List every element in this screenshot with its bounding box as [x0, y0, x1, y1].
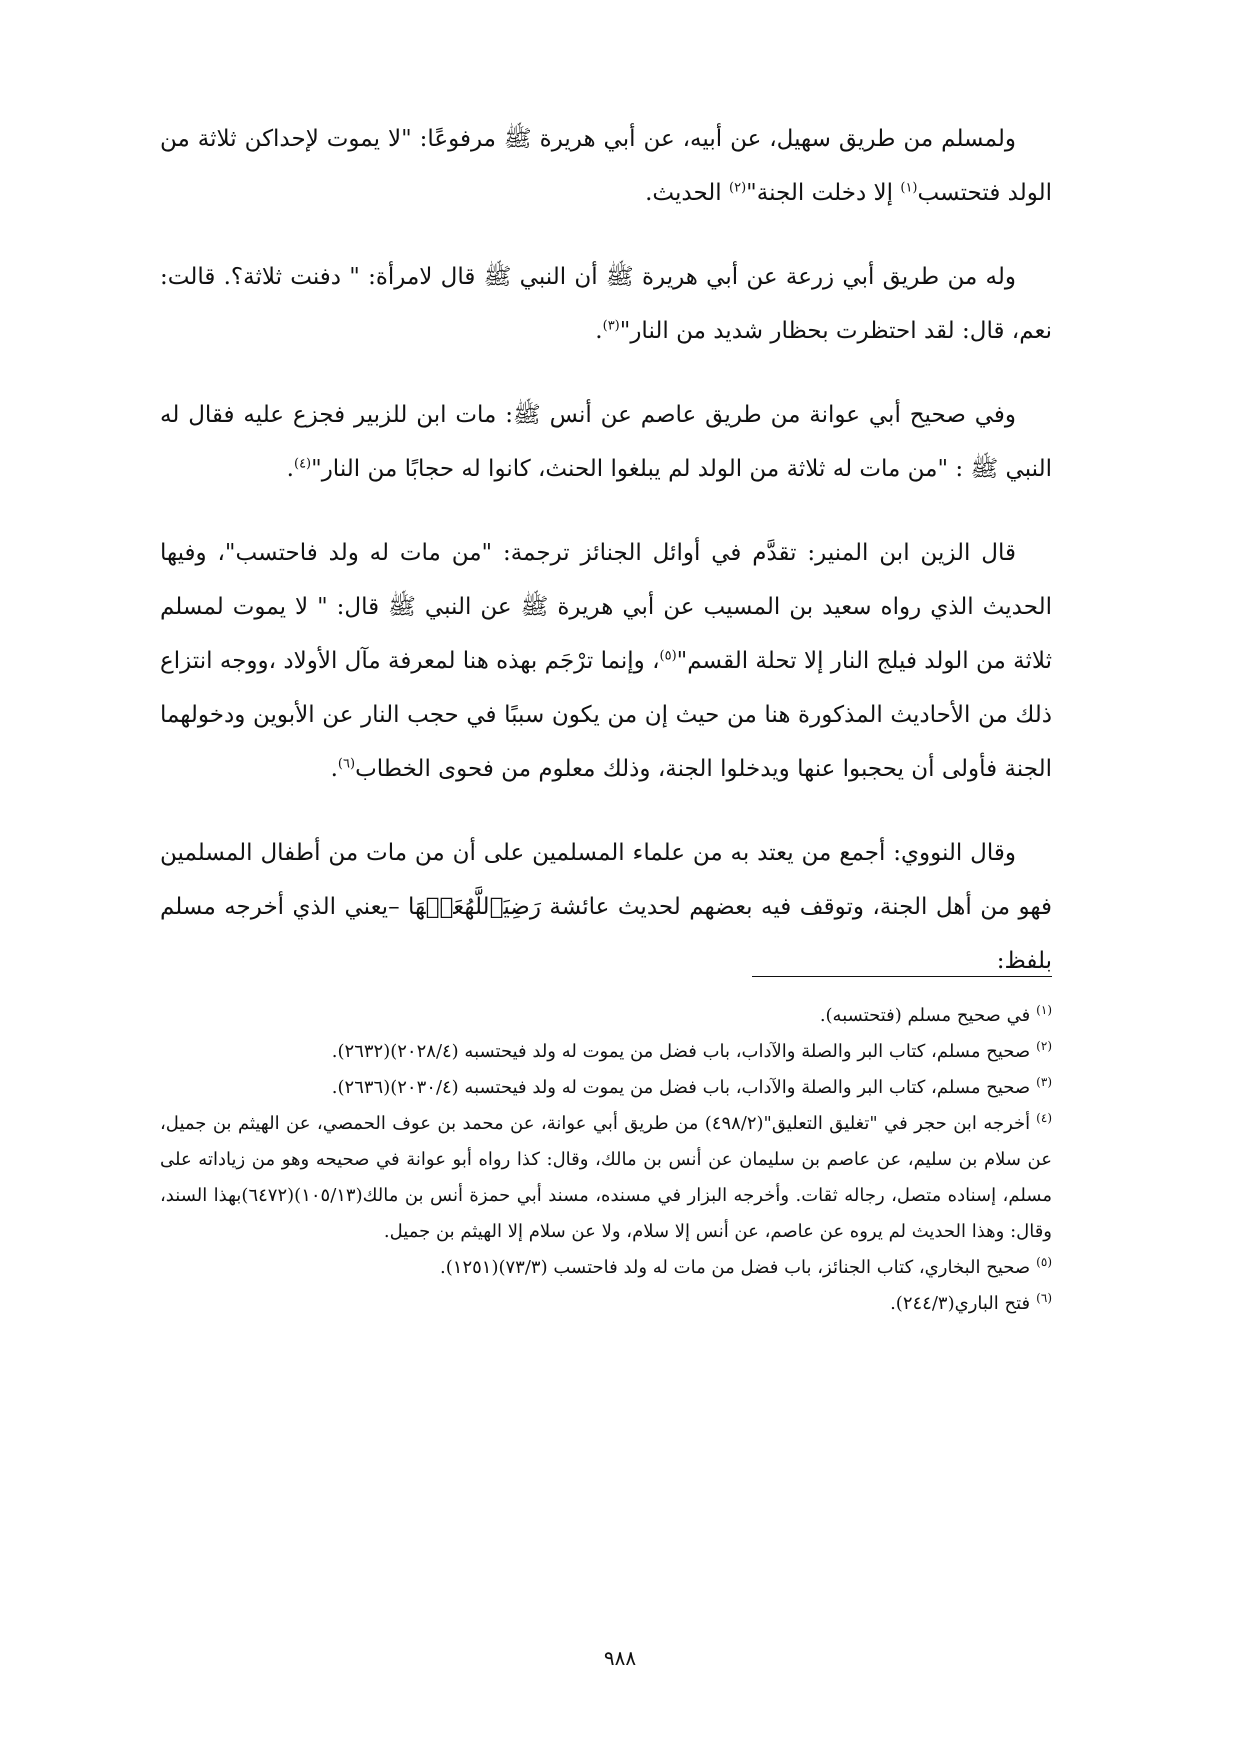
paragraph-1 [160, 112, 1052, 220]
paragraph-text: . [286, 456, 294, 482]
footnote-number: (٦) [1036, 1291, 1052, 1305]
footnote-text: صحيح مسلم، كتاب البر والصلة والآداب، باب فضل من يموت له ولد فيحتسبه (٢٠٢٨/٤)(٢٦٣٢). [331, 1041, 1031, 1062]
footnote-number: (٤) [1036, 1111, 1052, 1125]
footnote-ref-6: (٦) [337, 756, 356, 772]
footnote-ref-1: (١) [900, 180, 918, 196]
footnote-4 [160, 1106, 1052, 1250]
paragraph-5 [160, 826, 1052, 988]
paragraph-text: . [595, 318, 603, 344]
footnote-number: (٢) [1036, 1039, 1052, 1053]
paragraph-text: ولمسلم من طريق سهيل، عن أبيه، عن أبي هريرة ﷺ مرفوعًا: "لا يموت لإحداكن ثلاثة من الولد فتحتسب [160, 126, 1052, 206]
paragraph-text: وله من طريق أبي زرعة عن أبي هريرة ﷺ أن النبي ﷺ قال لامرأة: " دفنت ثلاثة؟. قالت: نعم، قال: لقد احتظرت بحظار شديد من النار" [160, 264, 1052, 344]
main-text [160, 112, 1052, 988]
footnote-number: (٣) [1036, 1075, 1052, 1089]
paragraph-3 [160, 388, 1052, 496]
paragraph-text: وقال النووي: أجمع من يعتد به من علماء المسلمين على أن من مات من أطفال المسلمين فهو من أهل الجنة، وتوقف فيه بعضهم لحديث عائشة رَضِيَٱللَّهُعَنۡهَا –يعني الذي أخرجه مسلم بلفظ: [160, 840, 1052, 974]
footnote-number: (١) [1036, 1003, 1052, 1017]
footnotes [160, 998, 1052, 1322]
footnote-ref-3: (٣) [602, 318, 620, 334]
paragraph-text: . [330, 756, 338, 782]
footnote-1 [160, 998, 1052, 1034]
footnote-text: صحيح البخاري، كتاب الجنائز، باب فضل من مات له ولد فاحتسب (٧٣/٣)(١٢٥١). [440, 1257, 1031, 1278]
paragraph-4 [160, 526, 1052, 796]
page-number: ٩٨٨ [603, 1646, 637, 1670]
footnote-5 [160, 1250, 1052, 1286]
paragraph-text: ، وإنما ترْجَم بهذه هنا لمعرفة مآل الأولاد ،ووجه انتزاع ذلك من الأحاديث المذكورة هنا من حيث إن من يكون سببًا في حجب النار عن الأبوين ودخولهما الجنة فأولى أن يحجبوا عنها ويدخلوا الجنة، وذلك معلوم من فحوى الخطاب [160, 648, 1052, 782]
footnote-ref-5: (٥) [659, 648, 677, 664]
footnote-6 [160, 1286, 1052, 1322]
footnote-text: صحيح مسلم، كتاب البر والصلة والآداب، باب فضل من يموت له ولد فيحتسبه (٢٠٣٠/٤)(٢٦٣٦). [331, 1077, 1031, 1098]
paragraph-text: قال الزين ابن المنير: تقدَّم في أوائل الجنائز ترجمة: "من مات له ولد فاحتسب"، وفيها الحديث الذي رواه سعيد بن المسيب عن أبي هريرة ﷺ عن النبي ﷺ قال: " لا يموت لمسلم ثلاثة من الولد فيلج النار إلا تحلة القسم" [160, 540, 1052, 674]
footnote-text: في صحيح مسلم (فتحتسبه). [819, 1005, 1031, 1026]
paragraph-text: الحديث. [645, 180, 730, 206]
paragraph-2 [160, 250, 1052, 358]
footnote-text: أخرجه ابن حجر في "تغليق التعليق"(٤٩٨/٢) من طريق أبي عوانة، عن محمد بن عوف الحمصي، عن الهيثم بن جميل، عن سلام بن سليم، عن عاصم بن سليمان عن أنس بن مالك، وقال: كذا رواه أبو عوانة في صحيحه وهو من زياداته على مسلم، إسناده متصل، رجاله ثقات. وأخرجه البزار في مسنده، مسند أبي حمزة أنس بن مالك(١٠٥/١٣)(٦٤٧٢)بهذا السند، وقال: وهذا الحديث لم يروه عن عاصم، عن أنس إلا سلام، ولا عن سلام إلا الهيثم بن جميل. [160, 1113, 1052, 1242]
footnote-number: (٥) [1036, 1255, 1052, 1269]
paragraph-text: إلا دخلت الجنة" [746, 180, 901, 206]
paragraph-text: وفي صحيح أبي عوانة من طريق عاصم عن أنس ﷺ: مات ابن للزبير فجزع عليه فقال له النبي ﷺ : "من مات له ثلاثة من الولد لم يبلغوا الحنث، كانوا له حجابًا من النار" [160, 402, 1052, 482]
footnote-text: فتح الباري(٢٤٤/٣). [890, 1293, 1031, 1314]
footnote-2 [160, 1034, 1052, 1070]
footnote-ref-2: (٢) [729, 180, 747, 196]
footnote-ref-4: (٤) [293, 456, 312, 472]
footnote-3 [160, 1070, 1052, 1106]
footnote-separator [752, 976, 1052, 977]
